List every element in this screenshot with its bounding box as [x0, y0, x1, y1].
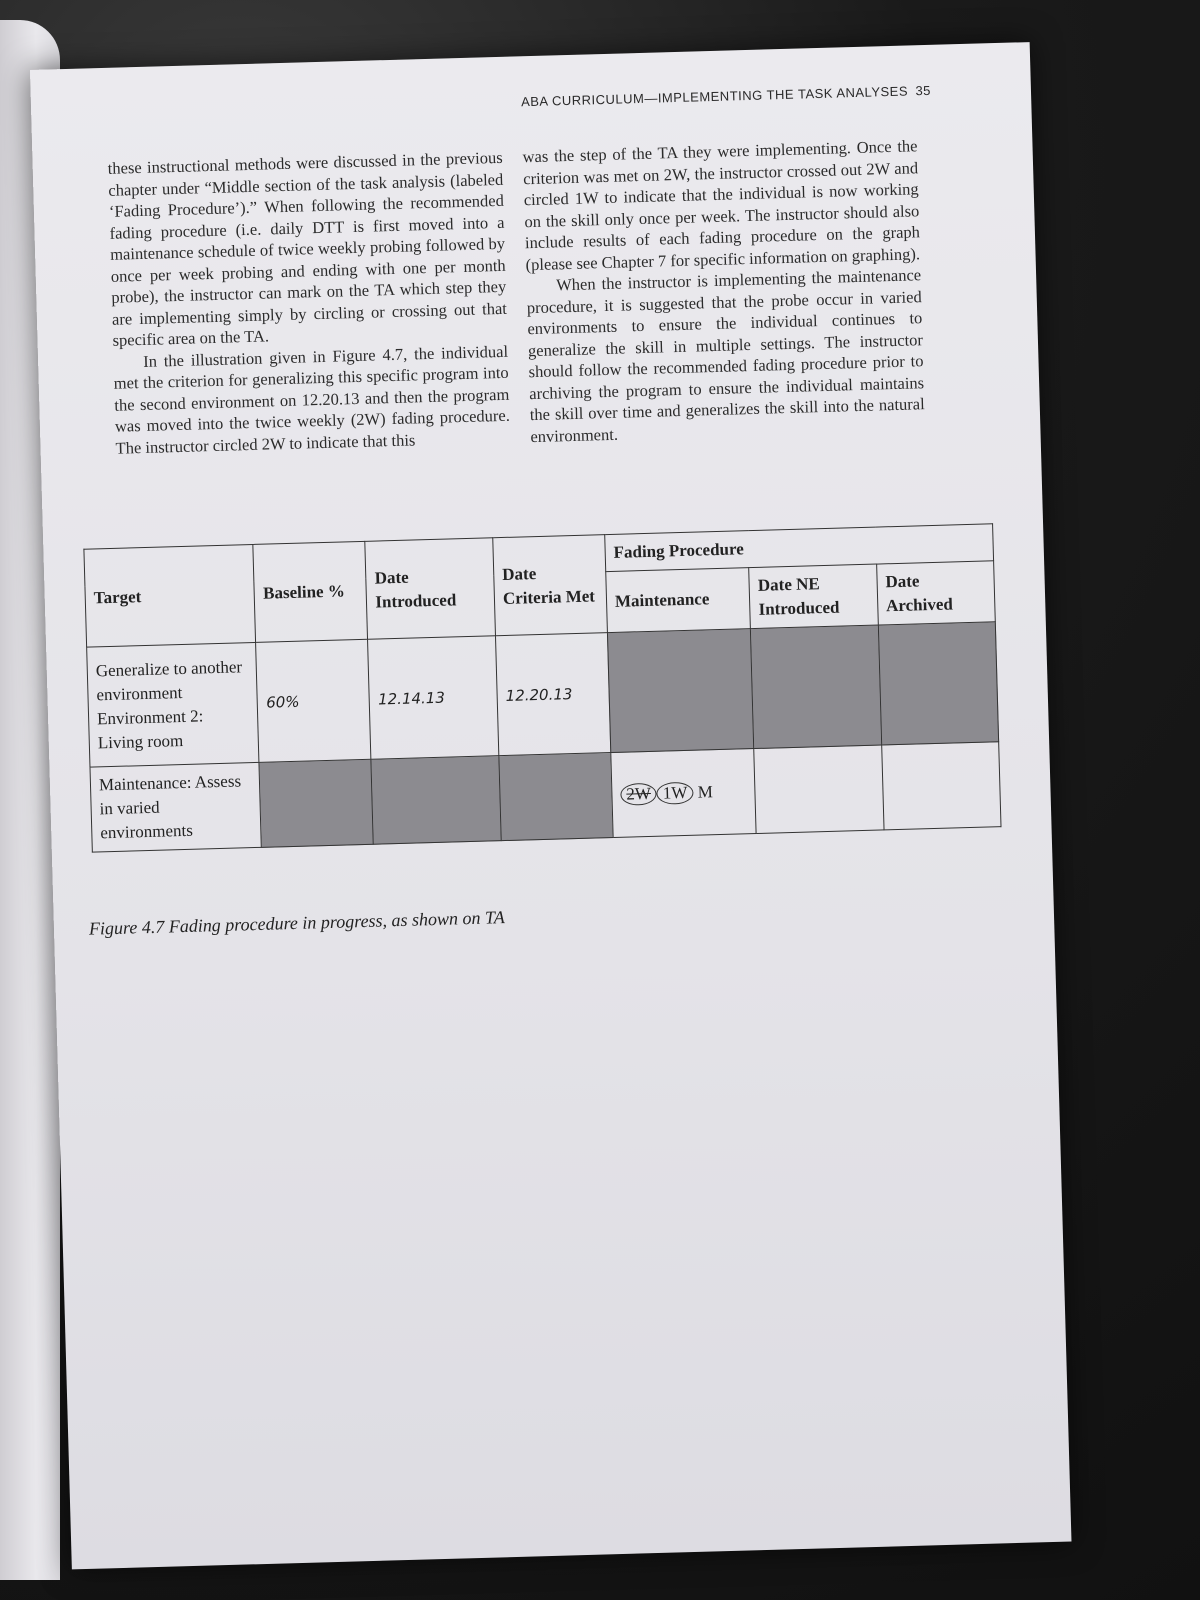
shaded-cell: [499, 753, 613, 841]
date-introduced-value: 12.14.13: [368, 636, 499, 760]
maintenance-target: Maintenance: Assess in varied environments: [90, 762, 262, 852]
header-target: Target: [84, 544, 256, 647]
baseline-value: 60%: [256, 639, 371, 762]
figure-caption: Figure 4.7 Fading procedure in progress, as shown on TA: [88, 907, 505, 939]
header-maintenance: Maintenance: [606, 568, 751, 633]
empty-cell: [754, 745, 884, 834]
paragraph: was the step of the TA they were implementing. Once the criterion was met on 2W, the instructor crossed out 2W and circled 1W to indicate that the individual is now working on the skill only once per week. The instructor should also include results of each fading procedure on the graph (please see Chapter 7 for specific information on graphing).: [522, 136, 921, 274]
header-date-criteria-met: Date Criteria Met: [493, 535, 608, 636]
once-weekly-circled: 1W: [657, 782, 694, 805]
maintenance-schedule: [611, 749, 757, 838]
shaded-cell: [751, 625, 882, 749]
book-page: [30, 42, 1071, 1569]
shaded-cell: [371, 756, 501, 845]
target-text: Generalize to another environment: [95, 656, 243, 704]
shaded-cell: [878, 622, 998, 745]
page-number: 35: [915, 82, 932, 99]
header-date-introduced: Date Introduced: [365, 538, 495, 640]
twice-weekly-marked: 2W: [620, 783, 657, 806]
header-date-archived: Date Archived: [876, 561, 995, 625]
right-column: [522, 135, 925, 447]
date-criteria-met-value: 12.20.13: [495, 633, 610, 756]
running-head: [520, 82, 961, 110]
shaded-cell: [259, 759, 373, 847]
monthly-option: M: [697, 782, 714, 802]
header-date-ne-introduced: Date NE Introduced: [749, 564, 878, 629]
paragraph: these instructional methods were discussed in the previous chapter under “Middle section of the task analysis (labeled ‘Fading Procedure’).” When following the recommended fading procedure (i.e. daily DTT is first moved into a maintenance schedule of twice weekly probing followed by once per week probing and ending with one per month probe), the instructor can mark on the TA which step they are implementing simply by circling or crossing out that specific area on the TA.: [107, 147, 508, 350]
empty-cell: [881, 742, 1001, 830]
fading-procedure-table: [83, 523, 1001, 852]
target-environment: Environment 2: Living room: [96, 705, 204, 752]
paragraph: In the illustration given in Figure 4.7, the individual met the criterion for generalizing this specific program into the second environment on 12.20.13 and then the program was moved into the twice weekly (2W) fading procedure. The instructor circled 2W to indicate that this: [113, 341, 511, 458]
paragraph: When the instructor is implementing the maintenance procedure, it is suggested that the probe occur in varied environments to ensure the individual continues to generalize the skill in multiple settings. The instructor should follow the recommended fading procedure prior to archiving the program to ensure the individual maintains the skill over time and generalizes the skill into the natural environment.: [526, 265, 925, 446]
running-head-title: ABA CURRICULUM—IMPLEMENTING THE TASK ANALYSES: [520, 83, 909, 110]
header-baseline: Baseline %: [253, 541, 368, 642]
left-column: [107, 147, 510, 459]
target-cell: [87, 642, 260, 767]
shaded-cell: [607, 629, 754, 753]
header-fading-procedure: Fading Procedure: [605, 524, 994, 572]
